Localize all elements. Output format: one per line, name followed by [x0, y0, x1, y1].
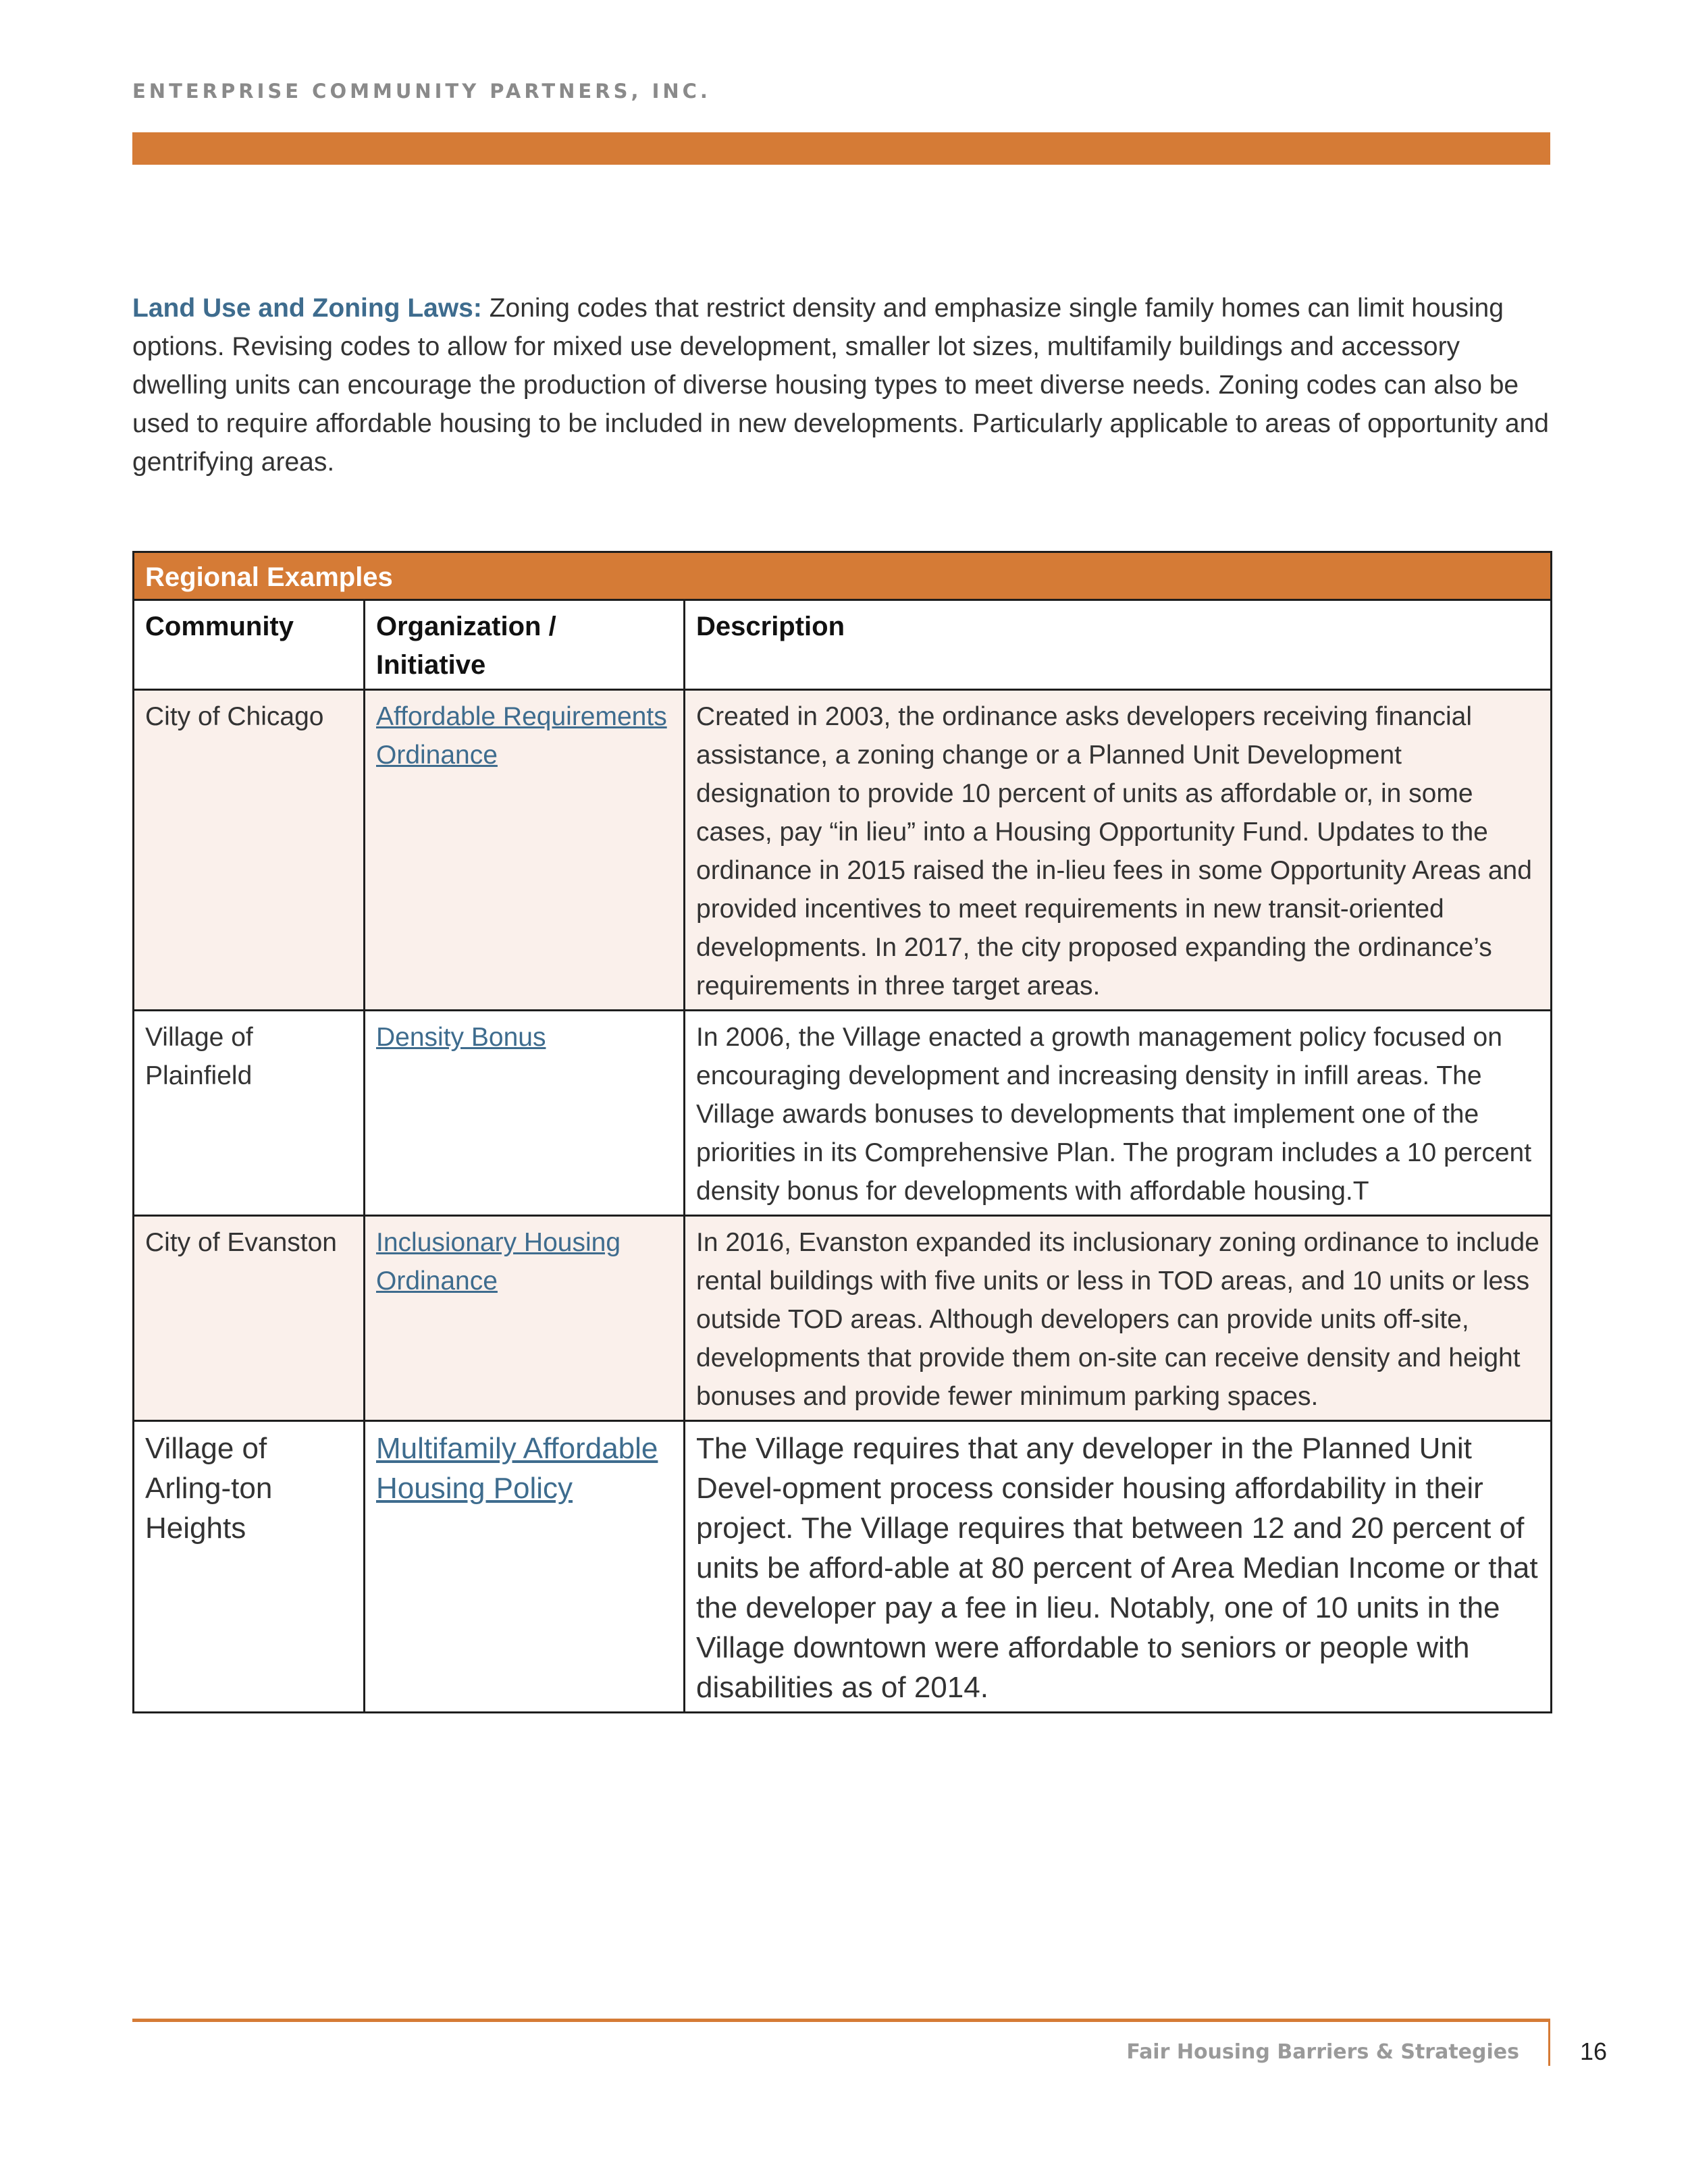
table-title-row — [134, 552, 1552, 600]
intro-lead: Land Use and Zoning Laws: — [132, 294, 482, 323]
table-row — [134, 1216, 1552, 1421]
page-number: 16 — [1580, 2037, 1608, 2065]
description-cell: In 2006, the Village enacted a growth management policy focused on encouraging development and increasing density in infill areas. The Village awards bonuses to developments that implement one of the priorities in its Comprehensive Plan. The program includes a 10 percent density bonus for developments with affordable housing.T — [685, 1011, 1552, 1216]
initiative-cell — [365, 1421, 685, 1713]
initiative-link-evanston[interactable]: Inclusionary Housing Ordinance — [376, 1228, 621, 1296]
description-cell: Created in 2003, the ordinance asks developers receiving financial assistance, a zoning change or a Planned Unit Development designation to provide 10 percent of units as affordable or, in some cases, pay “in lieu” into a Housing Opportunity Fund. Updates to the ordinance in 2015 raised the in-lieu fees in some Opportunity Areas and provided incentives to meet requirements in new transit-oriented developments. In 2017, the city proposed expanding the ordinance’s requirements in three target areas. — [685, 690, 1552, 1011]
description-cell: The Village requires that any developer in the Planned Unit Devel-opment process consider housing affordability in their project. The Village requires that between 12 and 20 percent of units be afford-able at 80 percent of Area Median Income or that the developer pay a fee in lieu. Notably, one of 10 units in the Village downtown were affordable to seniors or people with disabilities as of 2014. — [685, 1421, 1552, 1713]
community-cell: City of Evanston — [134, 1216, 365, 1421]
organization-header: ENTERPRISE COMMUNITY PARTNERS, INC. — [132, 80, 711, 103]
table-row — [134, 1421, 1552, 1713]
table-row — [134, 690, 1552, 1011]
table-title: Regional Examples — [134, 552, 1552, 600]
community-cell: Village of Arling-ton Heights — [134, 1421, 365, 1713]
regional-examples-table — [132, 551, 1552, 1713]
intro-text: Zoning codes that restrict density and emphasize single family homes can limit housing options. Revising codes to allow for mixed use development, smaller lot sizes, multifamily buildings and accessory dwelling units can encourage the production of diverse housing types to meet diverse needs. Zoning codes can also be used to require affordable housing to be included in new developments. Particularly applicable to areas of opportunity and gentrifying areas. — [132, 294, 1549, 477]
column-header-community: Community — [134, 600, 365, 690]
initiative-cell — [365, 1216, 685, 1421]
intro-paragraph — [132, 289, 1557, 481]
initiative-link-chicago[interactable]: Affordable Requirements Ordinance — [376, 702, 667, 770]
table-row — [134, 1011, 1552, 1216]
initiative-link-plainfield[interactable]: Density Bonus — [376, 1023, 546, 1052]
description-cell: In 2016, Evanston expanded its inclusionary zoning ordinance to include rental buildings with five units or less in TOD areas, and 10 units or less outside TOD areas. Although developers can provide units off-site, developments that provide them on-site can receive density and height bonuses and provide fewer minimum parking spaces. — [685, 1216, 1552, 1421]
initiative-cell — [365, 690, 685, 1011]
table-header-row — [134, 600, 1552, 690]
footer-title: Fair Housing Barriers & Strategies — [1126, 2040, 1519, 2064]
community-cell: Village of Plainfield — [134, 1011, 365, 1216]
community-cell: City of Chicago — [134, 690, 365, 1011]
footer-rule — [132, 2019, 1550, 2022]
header-accent-bar — [132, 132, 1550, 165]
column-header-initiative: Organization / Initiative — [365, 600, 685, 690]
initiative-cell — [365, 1011, 685, 1216]
footer-divider — [1548, 2019, 1550, 2066]
column-header-description: Description — [685, 600, 1552, 690]
initiative-link-arlington-heights[interactable]: Multifamily Affordable Housing Policy — [376, 1432, 658, 1505]
